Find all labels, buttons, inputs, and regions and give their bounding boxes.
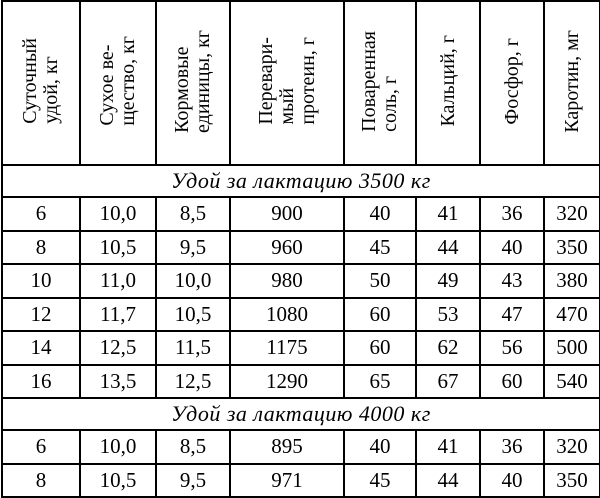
table-cell: 53: [416, 298, 480, 332]
table-cell: 1080: [230, 298, 344, 332]
table-cell: 10,5: [80, 464, 156, 498]
table-cell: 1175: [230, 331, 344, 365]
header-daily-yield: Суточный удой, кг: [19, 38, 62, 124]
header-feed-units: Кормовые единицы, кг: [171, 29, 214, 133]
table-cell: 13,5: [80, 365, 156, 399]
section-title-row: [2, 165, 600, 197]
table-cell: 10,0: [80, 430, 156, 464]
table-cell: 6: [2, 430, 80, 464]
table-cell: 36: [480, 197, 544, 231]
table-cell: 45: [344, 231, 416, 265]
table-cell: 380: [544, 264, 600, 298]
table-cell: 56: [480, 331, 544, 365]
section-title: Удой за лактацию 3500 кг: [2, 165, 600, 197]
table-row: [2, 464, 600, 498]
table-row: [2, 264, 600, 298]
table-cell: 470: [544, 298, 600, 332]
header-cell: [156, 1, 230, 165]
table-cell: 320: [544, 197, 600, 231]
header-cell: [80, 1, 156, 165]
table-cell: 12,5: [156, 365, 230, 399]
header-carotene: Каротин, мг: [560, 29, 583, 133]
header-digestible-protein: Перевари- мый протеин, г: [254, 37, 319, 125]
header-calcium: Кальций, г: [436, 35, 459, 127]
table-cell: 44: [416, 464, 480, 498]
table-cell: 16: [2, 365, 80, 399]
table-cell: 8: [2, 231, 80, 265]
table-cell: 320: [544, 430, 600, 464]
table-cell: 45: [344, 464, 416, 498]
table-cell: 41: [416, 430, 480, 464]
table-cell: 8,5: [156, 197, 230, 231]
table-row: [2, 430, 600, 464]
table-cell: 65: [344, 365, 416, 399]
table-row: [2, 298, 600, 332]
header-salt: Поваренная соль, г: [358, 30, 401, 132]
table-cell: 10,0: [156, 264, 230, 298]
table-cell: 43: [480, 264, 544, 298]
section-title: Удой за лактацию 4000 кг: [2, 398, 600, 430]
table-cell: 350: [544, 231, 600, 265]
table-cell: 12: [2, 298, 80, 332]
table-cell: 60: [344, 298, 416, 332]
header-cell: [230, 1, 344, 165]
table-cell: 8,5: [156, 430, 230, 464]
header-cell: [416, 1, 480, 165]
table-cell: 6: [2, 197, 80, 231]
table-cell: 971: [230, 464, 344, 498]
header-cell: [2, 1, 80, 165]
table-row: [2, 365, 600, 399]
table-cell: 60: [480, 365, 544, 399]
table-cell: 540: [544, 365, 600, 399]
table-cell: 36: [480, 430, 544, 464]
table-cell: 10: [2, 264, 80, 298]
table-cell: 11,7: [80, 298, 156, 332]
table-cell: 50: [344, 264, 416, 298]
table-cell: 67: [416, 365, 480, 399]
table-cell: 10,5: [80, 231, 156, 265]
table-cell: 40: [480, 231, 544, 265]
table-row: [2, 231, 600, 265]
table-cell: 41: [416, 197, 480, 231]
header-row: [2, 1, 600, 165]
table-cell: 9,5: [156, 231, 230, 265]
table-cell: 11,5: [156, 331, 230, 365]
feeding-norms-table: [1, 0, 600, 498]
table-cell: 350: [544, 464, 600, 498]
table-row: [2, 197, 600, 231]
table-cell: 8: [2, 464, 80, 498]
table-cell: 40: [344, 430, 416, 464]
table-cell: 49: [416, 264, 480, 298]
table-cell: 895: [230, 430, 344, 464]
table-cell: 14: [2, 331, 80, 365]
table-cell: 60: [344, 331, 416, 365]
table-cell: 960: [230, 231, 344, 265]
table-cell: 47: [480, 298, 544, 332]
table-cell: 10,5: [156, 298, 230, 332]
header-cell: [344, 1, 416, 165]
table-cell: 40: [344, 197, 416, 231]
table-cell: 44: [416, 231, 480, 265]
header-phosphorus: Фосфор, г: [500, 37, 523, 125]
table-cell: 900: [230, 197, 344, 231]
header-dry-matter: Сухое ве- щество, кг: [96, 36, 139, 126]
table-cell: 11,0: [80, 264, 156, 298]
table-row: [2, 331, 600, 365]
header-cell: [480, 1, 544, 165]
table-cell: 980: [230, 264, 344, 298]
table-cell: 500: [544, 331, 600, 365]
header-cell: [544, 1, 600, 165]
table-cell: 10,0: [80, 197, 156, 231]
section-title-row: [2, 398, 600, 430]
table-cell: 9,5: [156, 464, 230, 498]
table-cell: 12,5: [80, 331, 156, 365]
table-cell: 1290: [230, 365, 344, 399]
table-cell: 40: [480, 464, 544, 498]
table-cell: 62: [416, 331, 480, 365]
